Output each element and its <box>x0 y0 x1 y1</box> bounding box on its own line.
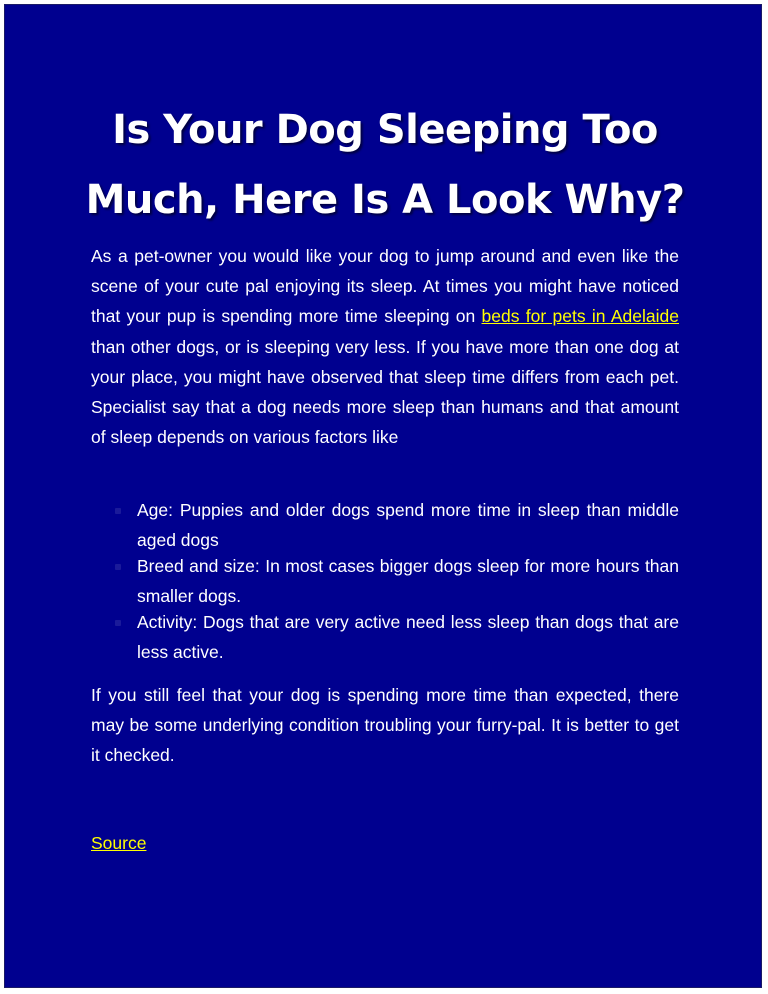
bullet-icon <box>115 620 121 626</box>
closing-paragraph: If you still feel that your dog is spending more time than expected, there may be some underlying condition troubling your furry-pal. It is better to get it checked. <box>91 685 679 766</box>
list-item-breed <box>109 551 679 611</box>
list-item-activity <box>109 607 679 667</box>
bullet-icon <box>115 508 121 514</box>
document-page <box>4 4 762 988</box>
source-link[interactable]: Source <box>91 833 147 853</box>
list-item-text: Age: Puppies and older dogs spend more time in sleep than middle aged dogs <box>137 500 679 550</box>
factors-list <box>109 495 679 663</box>
page-title: Is Your Dog Sleeping Too Much, Here Is A Look Why? <box>85 107 685 223</box>
beds-for-pets-link[interactable]: beds for pets in Adelaide <box>481 306 679 327</box>
list-item-age <box>109 495 679 555</box>
source-container <box>91 828 146 858</box>
intro-text-after-link: than other dogs, or is sleeping very less. If you have more than one dog at your place, you might have observed that sleep time differs from each pet. Specialist say that a dog needs more sleep than humans and that amount of sleep depends on various factors like <box>91 336 679 448</box>
list-item-text: Activity: Dogs that are very active need less sleep than dogs that are less active. <box>137 612 679 662</box>
intro-paragraph <box>91 241 679 452</box>
intro-text-before-link: As a pet-owner you would like your dog to jump around and even like the scene of your cute pal enjoying its sleep. At times you might have noticed that your pup is spending more time sleeping on <box>91 246 679 327</box>
list-item-text: Breed and size: In most cases bigger dogs sleep for more hours than smaller dogs. <box>137 556 679 606</box>
bullet-icon <box>115 564 121 570</box>
